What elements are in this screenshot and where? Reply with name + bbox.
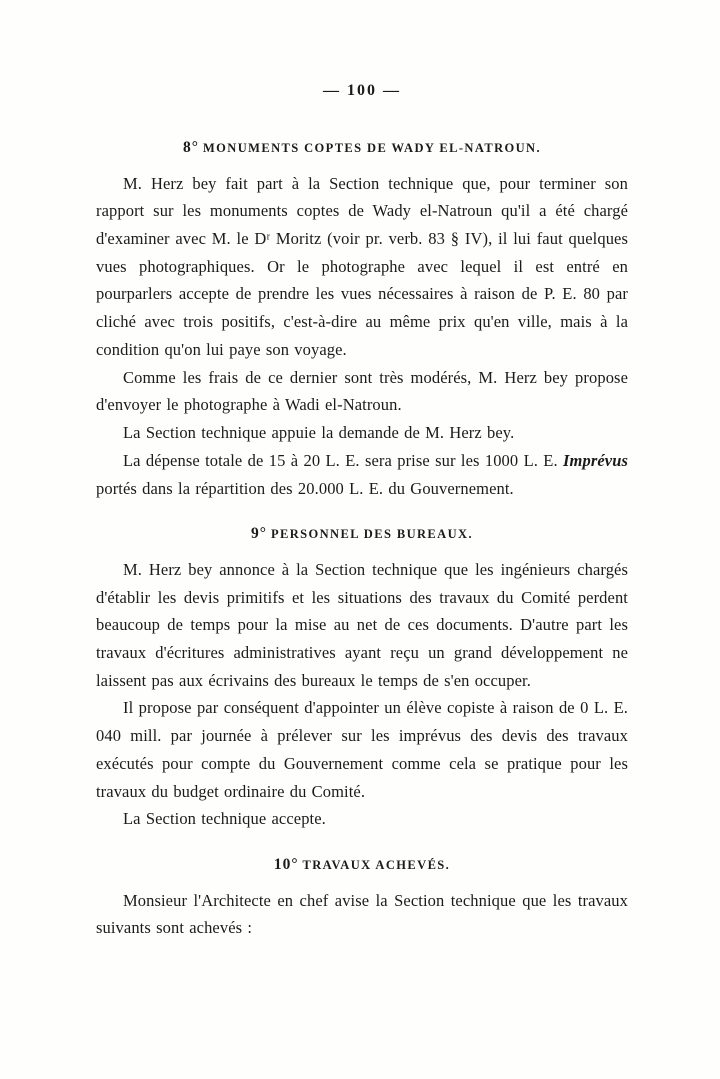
section-9-personnel-bureaux [96, 524, 628, 833]
paragraph: Il propose par conséquent d'appointer un élève copiste à raison de 0 L. E. 040 mill. par journée à prélever sur les imprévus des devis des travaux exécutés pour compte du Gouvernement comme cela se pratique pour les travaux du budget ordinaire du Comité. [96, 698, 628, 801]
section-10-travaux-acheves [96, 855, 628, 942]
paragraph-text: La dépense totale de 15 à 20 L. E. sera prise sur les 1000 L. E. [123, 450, 564, 470]
paragraph: La Section technique accepte. [123, 809, 326, 829]
section-heading [96, 855, 628, 875]
paragraph-text: portés dans la répartition des 20.000 L. E. du Gouvernement. [96, 478, 514, 498]
italic-word-imprevus: Imprévus [563, 450, 628, 470]
section-number: 9° [251, 525, 267, 543]
section-title: MONUMENTS COPTES DE WADY EL-NATROUN. [202, 141, 541, 155]
paragraph: Comme les frais de ce dernier sont très modérés, M. Herz bey propose d'envoyer le photographe à Wadi el-Natroun. [96, 367, 628, 415]
section-number: 10° [273, 856, 299, 873]
section-number: 8° [183, 139, 199, 156]
section-heading [96, 524, 628, 544]
paragraph: Monsieur l'Architecte en chef avise la Section technique que les travaux suivants sont achevés : [96, 890, 628, 938]
section-8-monuments-coptes [96, 138, 628, 502]
paragraph: M. Herz bey annonce à la Section technique que les ingénieurs chargés d'établir les devis primitifs et les situations des travaux du Comité perdent beaucoup de temps pour la mise au net de ces documents. D'autre part les travaux d'écritures administratives ayant reçu un grand développement ne laissent pas aux écrivains des bureaux le temps de s'en occuper. [96, 559, 628, 690]
section-title: TRAVAUX ACHEVÉS. [302, 858, 451, 872]
section-title: PERSONNEL DES BUREAUX. [270, 527, 473, 542]
paragraph: M. Herz bey fait part à la Section technique que, pour terminer son rapport sur les monuments coptes de Wady el-Natroun qu'il a été chargé d'examiner avec M. le Dʳ Moritz (voir pr. verb. 83 § IV), il lui faut quelques vues photographiques. Or le photographe avec lequel il est entré en pourparlers accepte de prendre les vues nécessaires à raison de P. E. 80 par cliché avec trois positifs, c'est-à-dire au même prix qu'en ville, mais à la condition qu'on lui paye son voyage. [96, 173, 628, 359]
paragraph: La Section technique appuie la demande de M. Herz bey. [123, 423, 515, 443]
page-number: — 100 — [323, 82, 401, 99]
paragraph [96, 447, 628, 502]
section-heading [96, 138, 628, 158]
